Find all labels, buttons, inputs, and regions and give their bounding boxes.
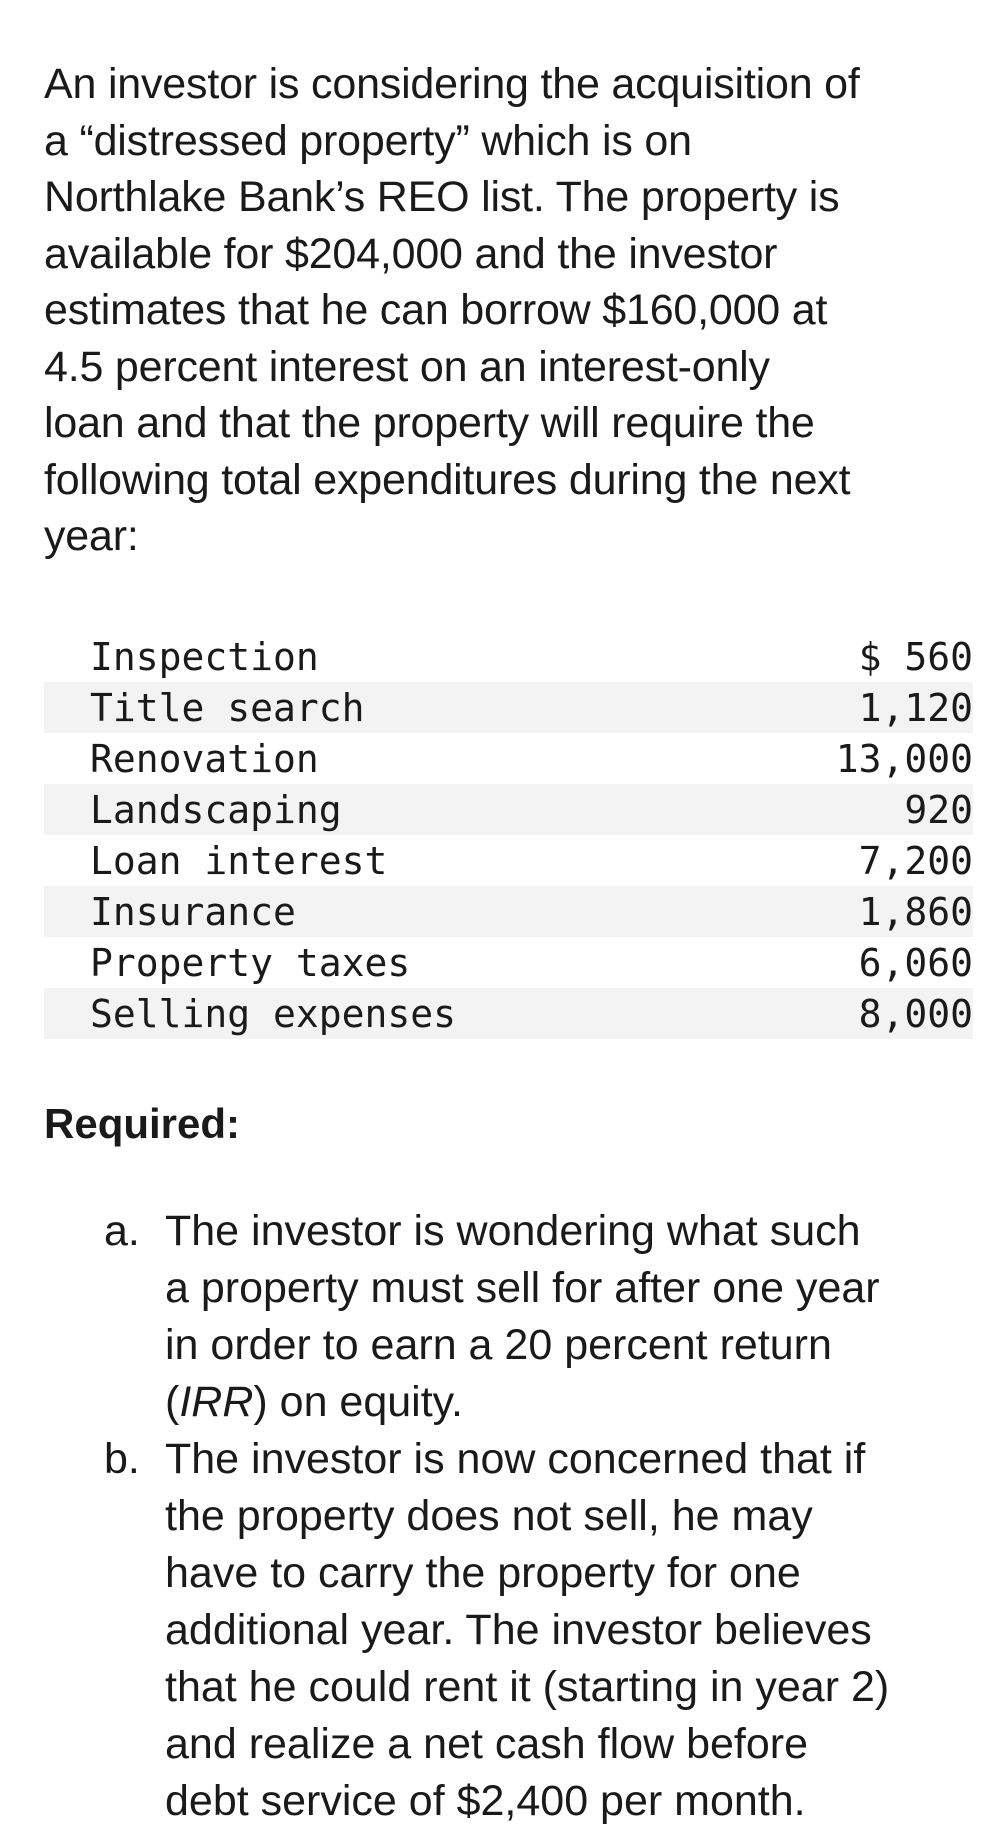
expense-amount: 920 [904,787,973,832]
list-item [44,1431,974,1830]
expense-amount: 6,060 [858,940,973,985]
part-line: in order to earn a 20 percent return [165,1321,832,1369]
expenditures-table [44,631,973,1039]
required-parts-list [44,1203,974,1830]
part-line: the property does not sell, he may [165,1492,813,1540]
intro-line: year: [44,512,139,560]
table-row [44,988,973,1039]
expense-item: Landscaping [90,787,342,832]
expense-item: Inspection [90,634,319,679]
intro-line: following total expenditures during the next [44,455,851,504]
intro-line: loan and that the property will require the [44,399,815,447]
part-line: additional year. The investor believes [165,1606,872,1654]
expense-amount: $ 560 [858,634,973,679]
intro-line: An investor is considering the acquisition of [44,60,860,108]
paren-open: ( [165,1378,180,1426]
part-line: The investor is now concerned that if [165,1435,866,1483]
part-marker: b. [104,1435,140,1483]
part-line: a property must sell for after one year [165,1264,880,1312]
intro-line: a “distressed property” which is on [44,116,692,165]
part-line: debt service of $2,400 per month. [165,1777,806,1825]
problem-intro [44,56,974,565]
intro-line: Northlake Bank’s REO list. The property is [44,173,840,221]
part-line-rest: ) on equity. [253,1378,463,1426]
part-line [165,1374,974,1431]
part-line: The investor is wondering what such [165,1207,861,1255]
expense-item: Title search [90,685,365,730]
table-row [44,886,973,937]
required-heading: Required: [44,1100,241,1147]
intro-line: 4.5 percent interest on an interest-only [44,342,770,391]
part-text [165,1431,974,1830]
table-row [44,784,973,835]
part-line: that he could rent it (starting in year 2) [165,1663,890,1711]
expense-amount: 8,000 [858,991,973,1036]
intro-line: available for $204,000 and the investor [44,229,778,278]
list-item [44,1203,974,1431]
expense-amount: 1,860 [858,889,973,934]
table-row [44,631,973,682]
expense-amount: 13,000 [835,736,973,781]
table-row [44,937,973,988]
table-row [44,733,973,784]
table-row [44,835,973,886]
part-text [165,1203,974,1431]
expense-item: Property taxes [90,940,411,985]
expense-item: Selling expenses [90,991,457,1036]
expense-item: Renovation [90,736,319,781]
part-marker: a. [104,1207,140,1255]
irr-term: IRR [179,1378,254,1426]
expense-amount: 1,120 [858,685,973,730]
expense-item: Loan interest [90,838,388,883]
intro-line: estimates that he can borrow $160,000 at [44,286,828,334]
part-line: have to carry the property for one [165,1549,801,1597]
part-line: and realize a net cash flow before [165,1720,809,1768]
table-row [44,682,973,733]
expense-item: Insurance [90,889,296,934]
expense-amount: 7,200 [858,838,973,883]
